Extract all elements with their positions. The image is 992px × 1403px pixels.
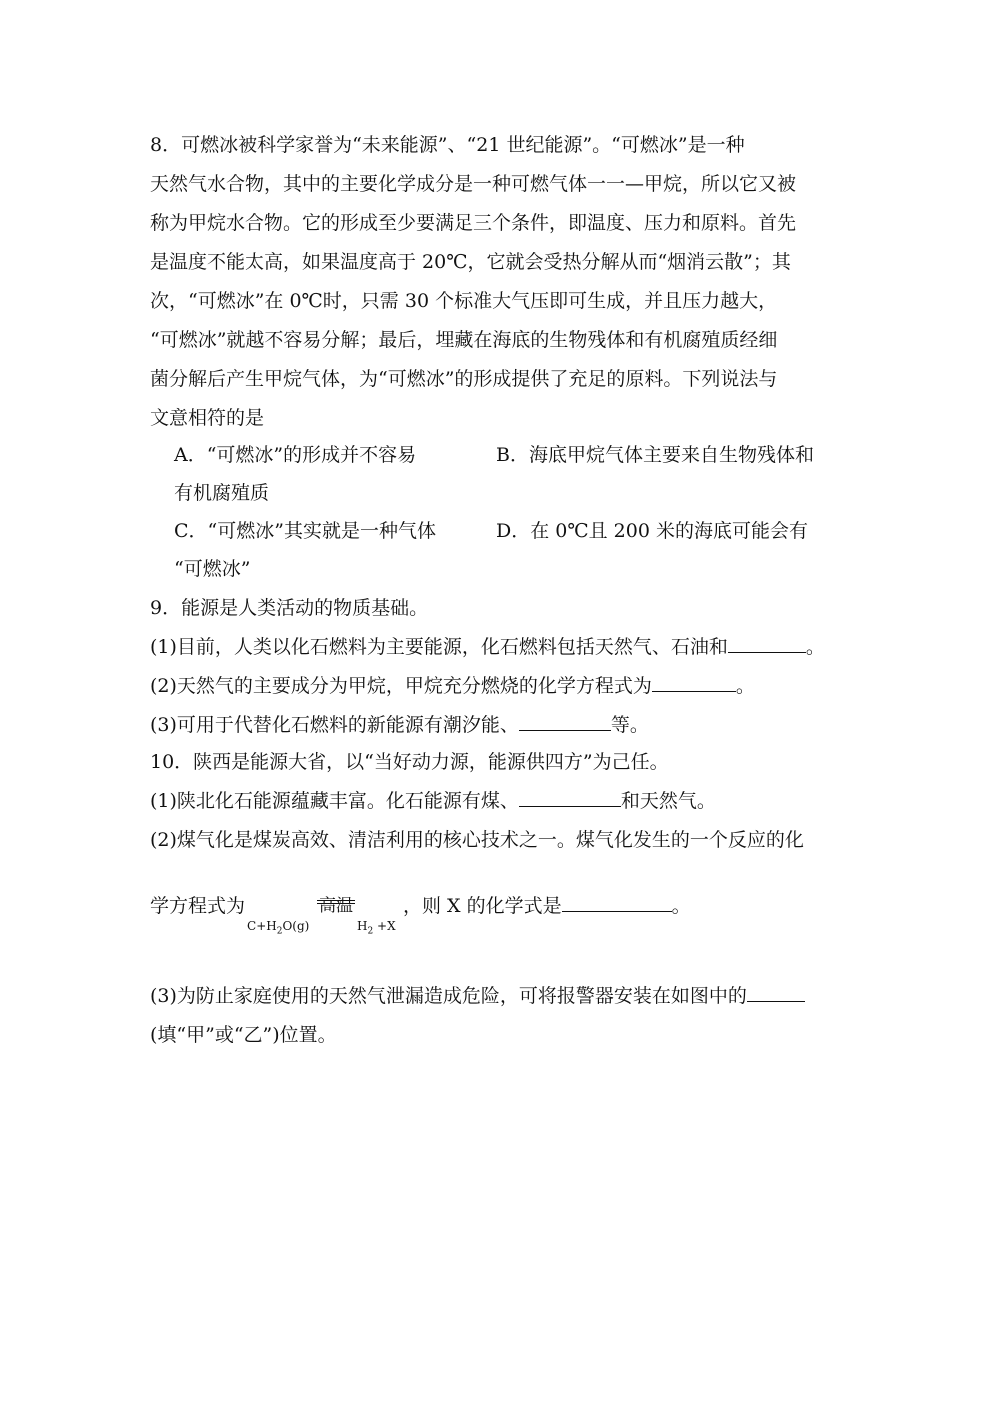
q10-part-2-after: ，则 X 的化学式是 (403, 895, 562, 917)
q10-part-1-text: (1)陕北化石能源蕴藏丰富。化石能源有煤、 (150, 790, 519, 812)
q8-option-d: D．在 0℃且 200 米的海底可能会有 (496, 520, 808, 542)
chemical-equation (245, 876, 403, 936)
q10-part-2-line-2 (150, 876, 691, 936)
q8-option-b-cont: 有机腐殖质 (174, 482, 270, 504)
q8-line-1: 8．可燃冰被科学家誉为“未来能源”、“21 世纪能源”。“可燃冰”是一种 (150, 134, 745, 156)
answer-blank[interactable] (652, 673, 736, 692)
equation-bar (317, 903, 355, 904)
q9-part-1-text: (1)目前，人类以化石燃料为主要能源，化石燃料包括天然气、石油和 (150, 636, 728, 658)
answer-blank[interactable] (728, 634, 806, 653)
q9-title: 9．能源是人类活动的物质基础。 (150, 597, 429, 619)
q10-part-3-line-2: (填“甲”或“乙”)位置。 (150, 1024, 337, 1046)
q8-option-a: A．“可燃冰”的形成并不容易 (174, 444, 417, 466)
q10-part-3-text: (3)为防止家庭使用的天然气泄漏造成危险，可将报警器安装在如图中的 (150, 985, 747, 1007)
q9-part-3 (150, 712, 649, 738)
q10-part-2-text: 学方程式为 (150, 895, 246, 917)
q8-line-4: 是温度不能太高，如果温度高于 20℃，它就会受热分解从而“烟消云散”；其 (150, 251, 791, 273)
equation-bar (317, 900, 355, 901)
q10-part-2-line-1: (2)煤气化是煤炭高效、清洁利用的核心技术之一。煤气化发生的一个反应的化 (150, 829, 804, 851)
q8-option-d-cont: “可燃冰” (174, 558, 251, 580)
q10-part-2-end: 。 (671, 895, 691, 917)
q8-line-2: 天然气水合物，其中的主要化学成分是一种可燃气体一一—甲烷，所以它又被 (150, 173, 797, 195)
q10-part-1 (150, 788, 716, 814)
q10-title: 10．陕西是能源大省，以“当好动力源，能源供四方”为己任。 (150, 751, 669, 773)
answer-blank[interactable] (519, 712, 611, 731)
equation-products: $H_2 +X$ (357, 919, 396, 937)
q10-part-1-end: 和天然气。 (620, 790, 716, 812)
q9-part-2 (150, 673, 755, 699)
q9-part-3-text: (3)可用于代替化石燃料的新能源有潮汐能、 (150, 714, 519, 736)
q9-part-1-end: 。 (805, 636, 825, 658)
q9-part-3-end: 等。 (610, 714, 649, 736)
q8-option-c: C．“可燃冰”其实就是一种气体 (174, 520, 436, 542)
equation-reactants: $C+H_2O(g)$ (247, 919, 310, 937)
q9-part-2-text: (2)天然气的主要成分为甲烷，甲烷充分燃烧的化学方程式为 (150, 675, 652, 697)
q8-line-8: 文意相符的是 (150, 407, 265, 429)
q9-part-2-end: 。 (735, 675, 755, 697)
answer-blank[interactable] (562, 893, 672, 912)
q8-line-5: 次，“可燃冰”在 0℃时，只需 30 个标准大气压即可生成，并且压力越大， (150, 290, 778, 312)
q8-line-7: 菌分解后产生甲烷气体，为“可燃冰”的形成提供了充足的原料。下列说法与 (150, 368, 778, 390)
q9-part-1 (150, 634, 825, 660)
q8-option-b: B．海底甲烷气体主要来自生物残体和 (496, 444, 814, 466)
answer-blank[interactable] (519, 788, 621, 807)
answer-blank[interactable] (747, 983, 805, 1002)
q8-line-3: 称为甲烷水合物。它的形成至少要满足三个条件，即温度、压力和原料。首先 (150, 212, 797, 234)
equation-condition: 高温 (319, 896, 354, 916)
q8-line-6: “可燃冰”就越不容易分解；最后，埋藏在海底的生物残体和有机腐殖质经细 (150, 329, 778, 351)
q10-part-3-line-1 (150, 983, 805, 1009)
